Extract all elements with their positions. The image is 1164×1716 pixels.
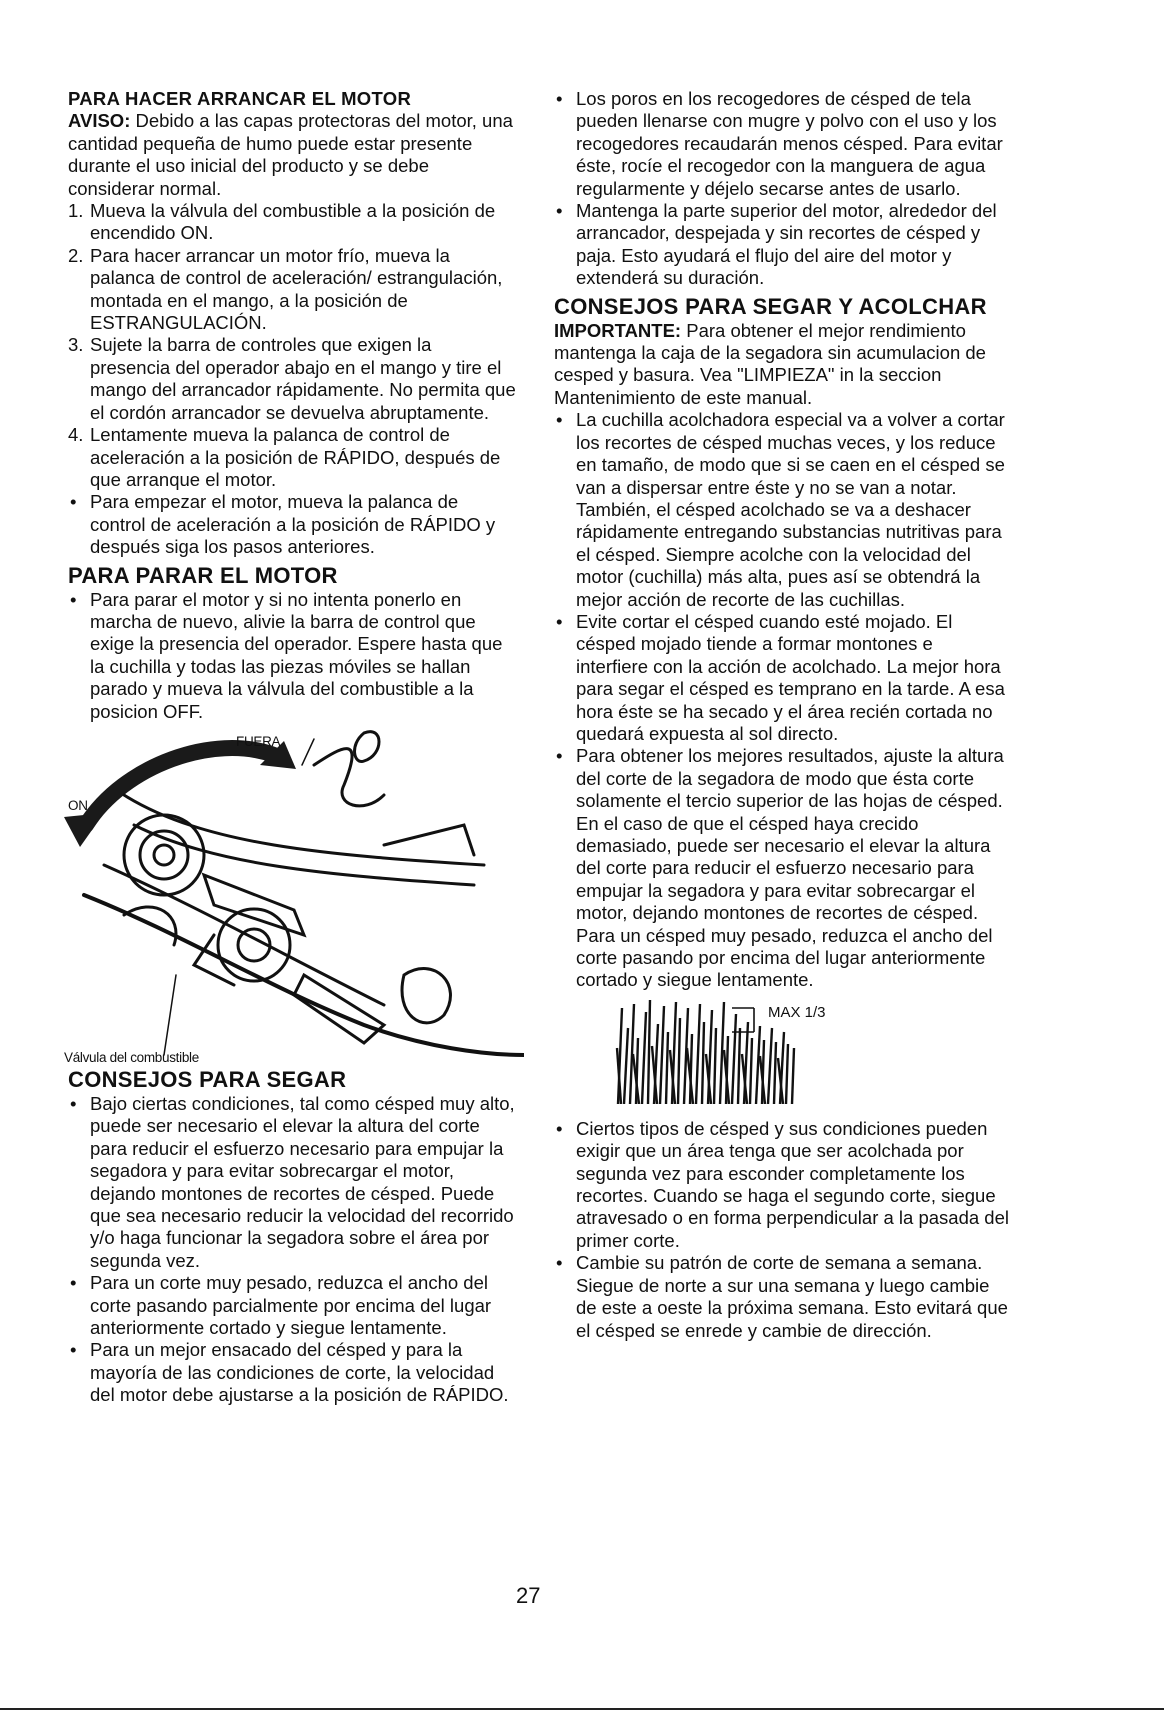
notice-paragraph (68, 110, 516, 200)
page-number: 27 (516, 1583, 541, 1608)
notice-text: Debido a las capas protectoras del motor, una cantidad pequeña de humo puede estar presente durante el uso inicial del producto y se debe considerar normal. (68, 110, 513, 199)
stop-engine-heading: PARA PARAR EL MOTOR (68, 562, 338, 588)
mowing-bullet-list (68, 1093, 516, 1407)
step-text: Mueva la válvula del combustible a la posición de encendido ON. (90, 200, 496, 244)
mowing-bullet: • Bajo ciertas condiciones, tal como césped muy alto, puede ser necesario el elevar la altura del corte para reducir el esfuerzo necesario para empujar la segadora y para evitar sobrecargar el motor, dejando montones de recortes de césped. Puede que sea necesario reducir la velocidad del recorrido y/o haga funcionar la segadora sobre el área por segunda vez. (68, 1093, 516, 1272)
start-engine-heading: PARA HACER ARRANCAR EL MOTOR (68, 88, 412, 109)
bag-care-bullet: • Los poros en los recogedores de césped de tela pueden llenarse con mugre y polvo con el uso y los recogedores recaudarán menos césped. Para evitar éste, rocíe el recogedor con la manguera de agua regularmente y déjelo secarse antes de usarlo. (554, 88, 1009, 200)
mulch-bullet: • La cuchilla acolchadora especial va a volver a cortar los recortes de césped muchas veces, y los reduce en tamaño, de modo que si se caen en el césped se van a dispersar entre éste y no se van a notar. También, el césped acolchado se va a deshacer rápidamente entregando substancias nutritivas para el césped. Siempre acolche con la velocidad del motor (cuchilla) más alta, pues así se obtendrá la mejor acción de recorte de las cuchillas. (554, 409, 1009, 611)
on-label: ON (68, 797, 88, 813)
step-number: 4. (68, 424, 84, 446)
mulch-bullet: • Para obtener los mejores resultados, ajuste la altura del corte de la segadora de modo que ésta corte solamente el tercio superior de las hojas de césped. En el caso de que el césped haya crecido demasiado, puede ser necesario el elevar la altura del corte para reducir el esfuerzo necesario para empujar la segadora y para evitar sobrecargar el motor, dejando montones de recortes de césped. Para un césped muy pesado, reduzca el ancho del corte pasando por encima del lugar anteriormente cortado y siegue lentamente. (554, 745, 1009, 991)
mulch-bullet-list (554, 409, 1009, 992)
start-step (68, 200, 516, 245)
mulch-bullet: • Evite cortar el césped cuando esté mojado. El césped mojado tiende a formar montones e interfiere con la acción de acolchado. La mejor hora para segar el césped es temprano en la tarde. A esa hora éste se ha secado y el área recién cortada no quedará expuesta al sol directo. (554, 611, 1009, 745)
right-column (554, 88, 1009, 1342)
start-step (68, 334, 516, 424)
start-step (68, 245, 516, 335)
mowing-tips-heading: CONSEJOS PARA SEGAR (68, 1066, 347, 1092)
step-text: Para hacer arrancar un motor frío, mueva la palanca de control de aceleración/ estrangulación, montada en el mango, a la posición de ESTRANGULACIÓN. (90, 244, 503, 334)
important-paragraph (554, 320, 1009, 410)
second-pass-bullet: • Ciertos tipos de césped y sus condiciones pueden exigir que un área tenga que ser acolchada por segunda vez para esconder completamente los recortes. Cuando se haga el segundo corte, siegue atravesado o en forma perpendicular a la pasada del primer corte. (554, 1118, 1009, 1252)
notice-label: AVISO: (68, 110, 131, 132)
max-cut-label: MAX 1/3 (768, 1003, 826, 1021)
bag-care-bullet-list (554, 88, 1009, 290)
step-text: Lentamente mueva la palanca de control de aceleración a la posición de RÁPIDO, después de que arranque el motor. (90, 424, 501, 490)
pattern-bullet: • Cambie su patrón de corte de semana a semana. Siegue de norte a sur una semana y luego cambie de este a oeste la próxima semana. Esto evitará que el césped se enrede y cambie de dirección. (554, 1252, 1009, 1342)
fuera-label: FUERA (236, 733, 281, 749)
stop-bullet-list (68, 589, 516, 723)
fuel-valve-figure (64, 725, 524, 1063)
bottom-rule (0, 1708, 1164, 1710)
step-number: 2. (68, 244, 84, 266)
step-number: 3. (68, 334, 84, 356)
start-step (68, 424, 516, 491)
stop-bullet: • Para parar el motor y si no intenta ponerlo en marcha de nuevo, alivie la barra de control que exige la presencia del operador. Espere hasta que la cuchilla y todas las piezas móviles se hallan parado y mueva la válvula del combustible a la posicion OFF. (68, 589, 516, 723)
start-bullet: • Para empezar el motor, mueva la palanca de control de aceleración a la posición de RÁPIDO y después siga los pasos anteriores. (68, 491, 516, 558)
step-text: Sujete la barra de controles que exigen la presencia del operador abajo en el mango y tire el mango del arrancador rápidamente. No permita que el cordón arrancador se devuelva abruptamente. (90, 334, 516, 423)
mowing-bullet: • Para un corte muy pesado, reduzca el ancho del corte pasando parcialmente por encima del lugar anteriormente cortado y siegue lentamente. (68, 1272, 516, 1339)
grass-height-figure (614, 998, 834, 1104)
fuel-valve-illustration (64, 725, 524, 1063)
start-steps-list (68, 200, 516, 491)
fuel-valve-caption: Válvula del combustible (64, 1049, 199, 1065)
start-bullet-list (68, 491, 516, 558)
bag-care-bullet: • Mantenga la parte superior del motor, alrededor del arrancador, despejada y sin recortes de césped y paja. Esto ayudará el flujo del aire del motor y extenderá su duración. (554, 200, 1009, 290)
step-number: 1. (68, 200, 84, 222)
important-text: Para obtener el mejor rendimiento mantenga la caja de la segadora sin acumulacion de cesped y basura. Vea "LIMPIEZA" in la seccion Mantenimiento de este manual. (554, 319, 986, 408)
second-pass-bullet-list (554, 1118, 1009, 1342)
left-column (64, 88, 516, 1407)
mowing-bullet: • Para un mejor ensacado del césped y para la mayoría de las condiciones de corte, la velocidad del motor debe ajustarse a la posición de RÁPIDO. (68, 1339, 516, 1406)
mulch-tips-heading: CONSEJOS PARA SEGAR Y ACOLCHAR (554, 293, 987, 319)
important-label: IMPORTANTE: (554, 319, 682, 341)
